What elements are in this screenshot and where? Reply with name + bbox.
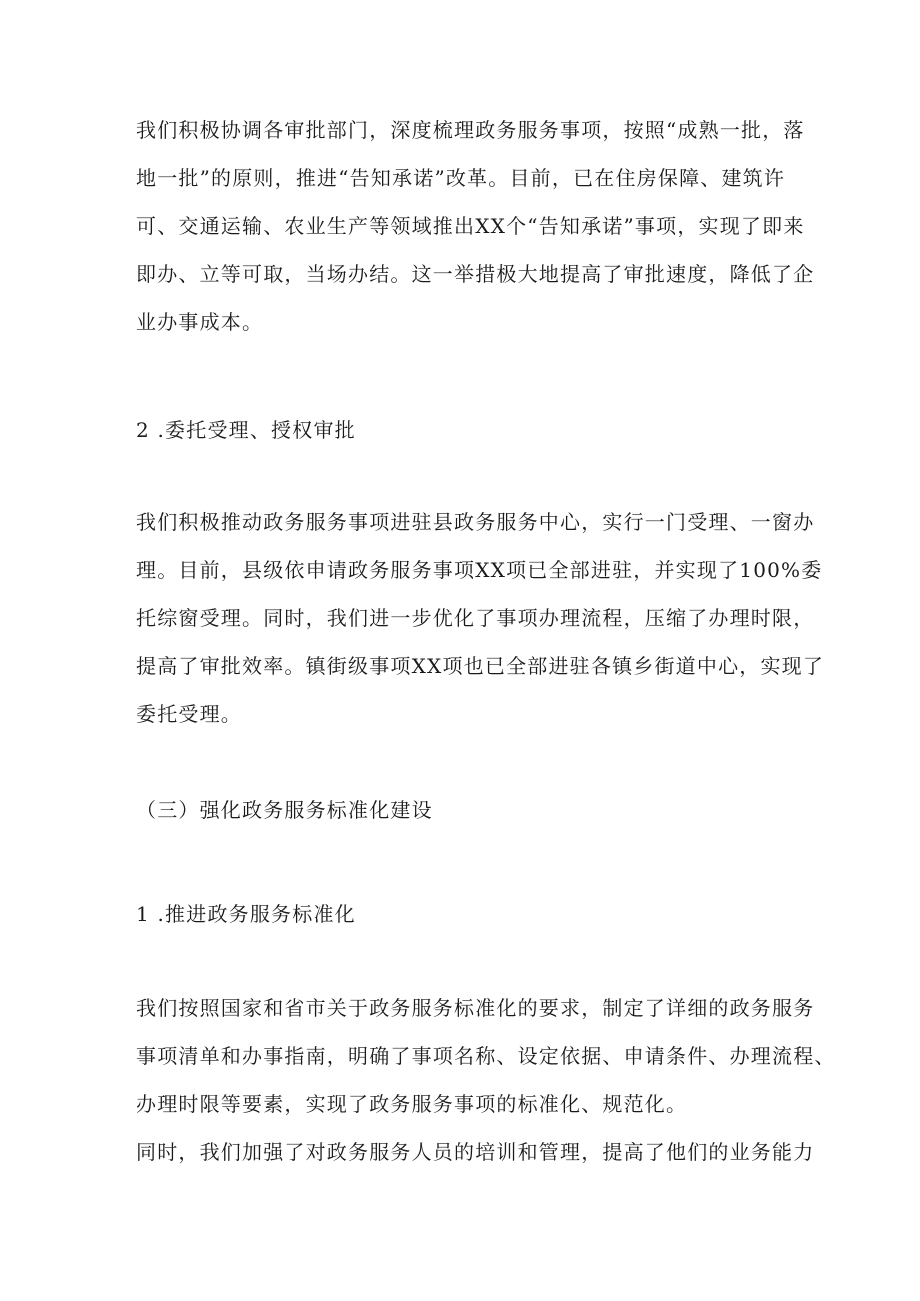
text-line: 理。目前，县级依申请政务服务事项XX项已全部进驻，并实现了100%委 — [136, 558, 823, 582]
section-heading-standardization: （三）强化政务服务标准化建设 — [136, 798, 433, 822]
text-line: 即办、立等可取，当场办结。这一举措极大地提高了审批速度，降低了企 — [136, 262, 815, 286]
heading-promote-standardization: 1 .推进政务服务标准化 — [136, 902, 356, 926]
text-line: 可、交通运输、农业生产等领域推出XX个“告知承诺”事项，实现了即来 — [136, 214, 805, 238]
text-line: 办理时限等要素，实现了政务服务事项的标准化、规范化。 — [136, 1092, 688, 1116]
heading-entrusted-acceptance: 2 .委托受理、授权审批 — [136, 418, 356, 442]
text-line: 同时，我们加强了对政务服务人员的培训和管理，提高了他们的业务能力 — [136, 1140, 815, 1164]
text-line: 我们积极推动政务服务事项进驻县政务服务中心，实行一门受理、一窗办 — [136, 510, 815, 534]
text-line: 地一批”的原则，推进“告知承诺”改革。目前，已在住房保障、建筑许 — [136, 166, 786, 190]
text-line: 委托受理。 — [136, 702, 242, 726]
text-line: 托综窗受理。同时，我们进一步优化了事项办理流程，压缩了办理时限， — [136, 606, 815, 630]
text-line: 业办事成本。 — [136, 310, 264, 334]
text-line: 我们按照国家和省市关于政务服务标准化的要求，制定了详细的政务服务 — [136, 996, 815, 1020]
text-line: 我们积极协调各审批部门，深度梳理政务服务事项，按照“成熟一批，落 — [136, 118, 805, 142]
text-line: 提高了审批效率。镇街级事项XX项也已全部进驻各镇乡街道中心，实现了 — [136, 654, 825, 678]
text-line: 事项清单和办事指南，明确了事项名称、设定依据、申请条件、办理流程、 — [136, 1044, 836, 1068]
